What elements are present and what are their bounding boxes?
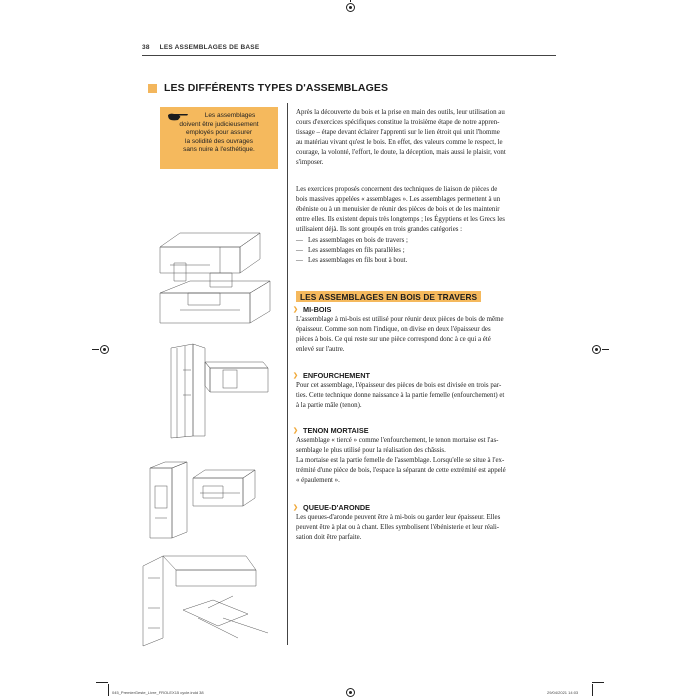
entry-text-queue-d-aronde <box>296 513 552 543</box>
text-line: épaisseur. Comme son nom l'indique, on divise en deux l'épaisseur des <box>296 326 491 334</box>
registration-mark-left <box>100 345 109 354</box>
page-number: 38 <box>142 44 150 51</box>
title-square-marker <box>148 84 157 93</box>
section-title-text: LES DIFFÉRENTS TYPES D'ASSEMBLAGES <box>164 82 389 94</box>
text-line: Après la découverte du bois et la prise en main des outils, leur utilisation au <box>296 109 505 116</box>
note-line: sans nuire à l'esthétique. <box>183 146 255 154</box>
category-list <box>296 236 552 267</box>
registration-mark-top <box>346 3 355 12</box>
text-line: semblage le plus utilisé pour la réalisation des châssis. <box>296 447 446 455</box>
print-slug: 045_PremierGeste_Livre_FROLEX15 cycle.indd 38 <box>112 690 204 695</box>
entry-text-tenon-mortaise <box>296 436 552 486</box>
note-line: Les assemblages <box>204 112 256 119</box>
crop-line <box>108 684 109 696</box>
text-line: ébéniste ou à un menuisier de réunir des pièces de bois et de les maintenir <box>296 206 500 214</box>
text-line: ties. Cette technique donne naissance à la partie femelle (enfourchement) et <box>296 392 505 400</box>
text-line: sation doit être parfaite. <box>296 534 362 542</box>
text-line: pièces à bois. Ce qui reste sur une pièce correspond donc à ce qui a été <box>296 336 491 344</box>
text-line: utilisaient déjà. Ils sont groupés en trois grandes catégories : <box>296 226 463 234</box>
crop-line <box>592 684 593 696</box>
text-line: au matériau vivant qu'est le bois. En effet, des valeurs comme le respect, le <box>296 139 503 147</box>
running-head-title: LES ASSEMBLAGES DE BASE <box>159 44 260 51</box>
text-line: s'imposer. <box>296 159 324 167</box>
text-line: à la partie mâle (tenon). <box>296 402 362 410</box>
print-timestamp: 29/04/2021 14:03 <box>547 690 579 695</box>
list-item: — Les assemblages en bois de travers ; <box>296 237 408 244</box>
text-line: peuvent être à plat ou à chant. Elles symbolisent l'ébénisterie et leur réali- <box>296 524 500 532</box>
registration-mark-bottom <box>346 688 355 697</box>
arrow-right-icon: ❯ <box>293 307 299 313</box>
list-item: — Les assemblages en fils bout à bout. <box>296 257 408 265</box>
text-line: La mortaise est la partie femelle de l'assemblage. Lorsqu'elle se situe à l'ex- <box>296 457 505 465</box>
queue-d-aronde-joint-illustration <box>138 548 278 648</box>
intro-paragraph-2 <box>296 185 552 235</box>
mi-bois-joint-illustration <box>150 225 275 330</box>
text-line: enlevé sur l'autre. <box>296 346 345 354</box>
entry-title-enfourchement: ❯ ENFOURCHEMENT <box>293 371 370 380</box>
text-line: bois massives appelées « assemblages ». Les assemblages permettent à un <box>296 196 501 204</box>
header-rule <box>142 55 556 56</box>
arrow-right-icon: ❯ <box>293 428 299 434</box>
enfourchement-joint-illustration <box>163 340 273 440</box>
note-line: employés pour assurer <box>185 129 253 137</box>
crop-line <box>592 682 604 683</box>
entry-title-queue-d-aronde: ❯ QUEUE-D'ARONDE <box>293 503 371 512</box>
crop-line <box>350 0 351 2</box>
intro-paragraph-1 <box>296 108 552 169</box>
text-line: trémité d'une pièce de bois, l'espace la séparant de cette extrémité est appelé <box>296 467 506 475</box>
arrow-right-icon: ❯ <box>293 505 299 511</box>
text-line: Pour cet assemblage, l'épaisseur des pièces de bois est divisée en trois par- <box>296 382 502 389</box>
entry-title-mi-bois: ❯ MI-BOIS <box>293 305 332 314</box>
entry-title-tenon-mortaise: ❯ TENON MORTAISE <box>293 426 369 435</box>
tenon-mortaise-joint-illustration <box>145 458 275 543</box>
crop-line <box>92 349 99 350</box>
crop-line <box>602 349 609 350</box>
text-line: Les queues-d'aronde peuvent être à mi-bois ou garder leur épaisseur. Elles <box>296 514 501 521</box>
text-line: « épaulement ». <box>296 477 340 485</box>
note-line: doivent être judicieusement <box>179 120 259 128</box>
pointing-hand-icon <box>167 112 191 121</box>
note-line: la solidité des ouvrages <box>185 137 253 145</box>
entry-text-enfourchement <box>296 381 552 411</box>
registration-mark-right <box>592 345 601 354</box>
text-line: cours d'exercices spécifiques constitue la troisième étape de notre appren- <box>296 119 500 127</box>
text-line: L'assemblage à mi-bois est utilisé pour réunir deux pièces de bois de même <box>296 316 504 323</box>
entry-text-mi-bois <box>296 315 552 355</box>
text-line: Assemblage « tiercé » comme l'enfourchement, le tenon mortaise est l'as- <box>296 437 499 444</box>
text-line: entre elles. Ils existent depuis très longtemps ; les Égyptiens et les Grecs les <box>296 216 505 224</box>
arrow-right-icon: ❯ <box>293 373 299 379</box>
running-head <box>142 44 259 51</box>
text-line: tissage – étape devant éclairer l'apprenti sur le lien étroit qui unit l'homme <box>296 129 500 137</box>
section-title <box>148 82 388 94</box>
subsection-title: LES ASSEMBLAGES EN BOIS DE TRAVERS <box>296 291 481 302</box>
text-line: Les exercices proposés concernent des techniques de liaison de pièces de <box>296 186 498 193</box>
column-divider <box>287 103 288 645</box>
text-line: courage, la volonté, l'effort, le doute, la déception, mais aussi le plaisir, vont <box>296 149 506 157</box>
list-item: — Les assemblages en fils parallèles ; <box>296 247 405 255</box>
note-box <box>160 107 278 169</box>
crop-line <box>96 682 108 683</box>
